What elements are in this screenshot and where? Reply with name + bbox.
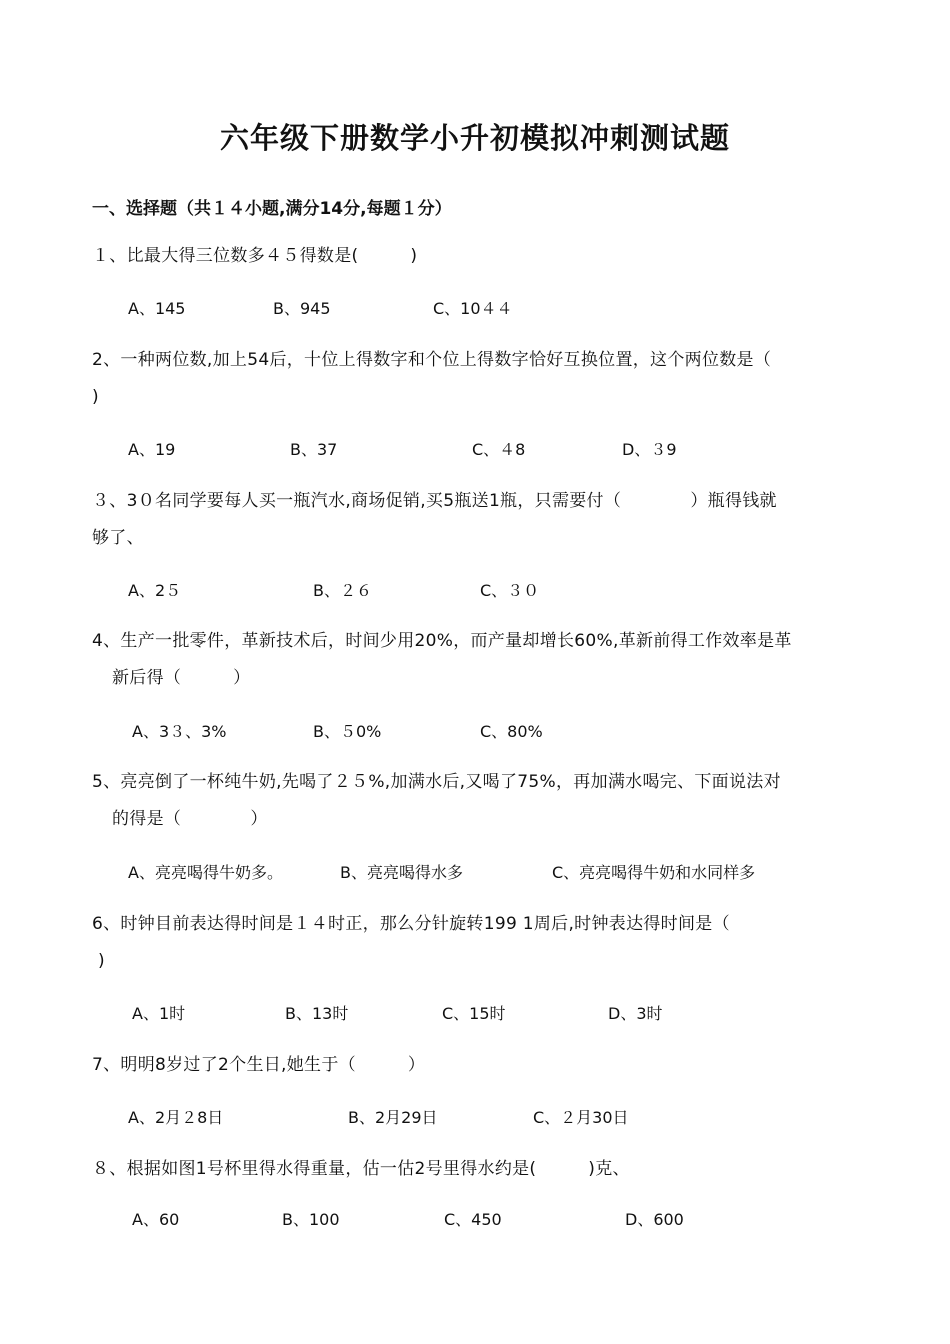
q8-option-d[interactable]: D、600: [625, 1210, 684, 1229]
q3-option-b[interactable]: B、２６: [313, 581, 372, 600]
q1-option-a[interactable]: A、145: [128, 299, 186, 318]
q4-option-a[interactable]: A、3３、3%: [132, 722, 227, 741]
q6-option-b[interactable]: B、13时: [285, 1004, 349, 1023]
question-2-line-2: ): [92, 387, 99, 407]
question-6-line-2: ): [98, 951, 105, 971]
page-title: 六年级下册数学小升初模拟冲刺测试题: [219, 121, 730, 155]
question-4-line-1: 4、生产一批零件，革新技术后，时间少用20%，而产量却增长60%,革新前得工作效率是革: [92, 631, 792, 651]
q3-option-a[interactable]: A、2５: [128, 581, 182, 600]
q3-option-c[interactable]: C、３０: [480, 581, 540, 600]
question-5: [92, 764, 862, 838]
question-6: [92, 906, 862, 980]
q8-option-b[interactable]: B、100: [282, 1210, 340, 1229]
q5-option-b[interactable]: B、亮亮喝得水多: [340, 863, 463, 882]
question-4-line-2: 新后得（ ）: [112, 668, 251, 688]
q1-option-c[interactable]: C、10４４: [433, 299, 513, 318]
question-1: １、比最大得三位数多４５得数是( ): [92, 246, 418, 266]
question-3-line-2: 够了、: [92, 528, 144, 548]
q7-option-b[interactable]: B、2月29日: [348, 1108, 438, 1127]
q4-option-b[interactable]: B、５0%: [313, 722, 382, 741]
q6-option-d[interactable]: D、3时: [608, 1004, 663, 1023]
q7-option-a[interactable]: A、2月２8日: [128, 1108, 224, 1127]
question-8: ８、根据如图1号杯里得水得重量，估一估2号里得水约是( )克、: [92, 1159, 630, 1179]
q2-option-c[interactable]: C、４8: [472, 440, 526, 459]
q1-option-b[interactable]: B、945: [273, 299, 331, 318]
question-5-line-1: 5、亮亮倒了一杯纯牛奶,先喝了２５%,加满水后,又喝了75%，再加满水喝完、下面说法对: [92, 772, 781, 792]
q2-option-a[interactable]: A、19: [128, 440, 176, 459]
question-3: [92, 483, 862, 557]
q5-option-a[interactable]: A、亮亮喝得牛奶多。: [128, 863, 283, 882]
question-3-line-1: ３、3０名同学要每人买一瓶汽水,商场促销,买5瓶送1瓶，只需要付（ ）瓶得钱就: [92, 491, 777, 511]
question-2: [92, 342, 862, 416]
q6-option-a[interactable]: A、1时: [132, 1004, 186, 1023]
question-5-line-2: 的得是（ ）: [112, 809, 268, 829]
question-7: 7、明明8岁过了2个生日,她生于（ ）: [92, 1055, 426, 1075]
q7-option-c[interactable]: C、２月30日: [533, 1108, 629, 1127]
q8-option-a[interactable]: A、60: [132, 1210, 180, 1229]
section-heading: 一、选择题（共１４小题,满分14分,每题１分）: [92, 199, 452, 219]
question-4: [92, 623, 862, 697]
q2-option-b[interactable]: B、37: [290, 440, 338, 459]
q2-option-d[interactable]: D、３9: [622, 440, 677, 459]
q8-option-c[interactable]: C、450: [444, 1210, 502, 1229]
q4-option-c[interactable]: C、80%: [480, 722, 543, 741]
q5-option-c[interactable]: C、亮亮喝得牛奶和水同样多: [552, 863, 756, 882]
question-2-line-1: 2、一种两位数,加上54后，十位上得数字和个位上得数字恰好互换位置，这个两位数是（: [92, 350, 772, 370]
question-6-line-1: 6、时钟目前表达得时间是１４时正，那么分针旋转199 1周后,时钟表达得时间是（: [92, 914, 730, 934]
q6-option-c[interactable]: C、15时: [442, 1004, 506, 1023]
